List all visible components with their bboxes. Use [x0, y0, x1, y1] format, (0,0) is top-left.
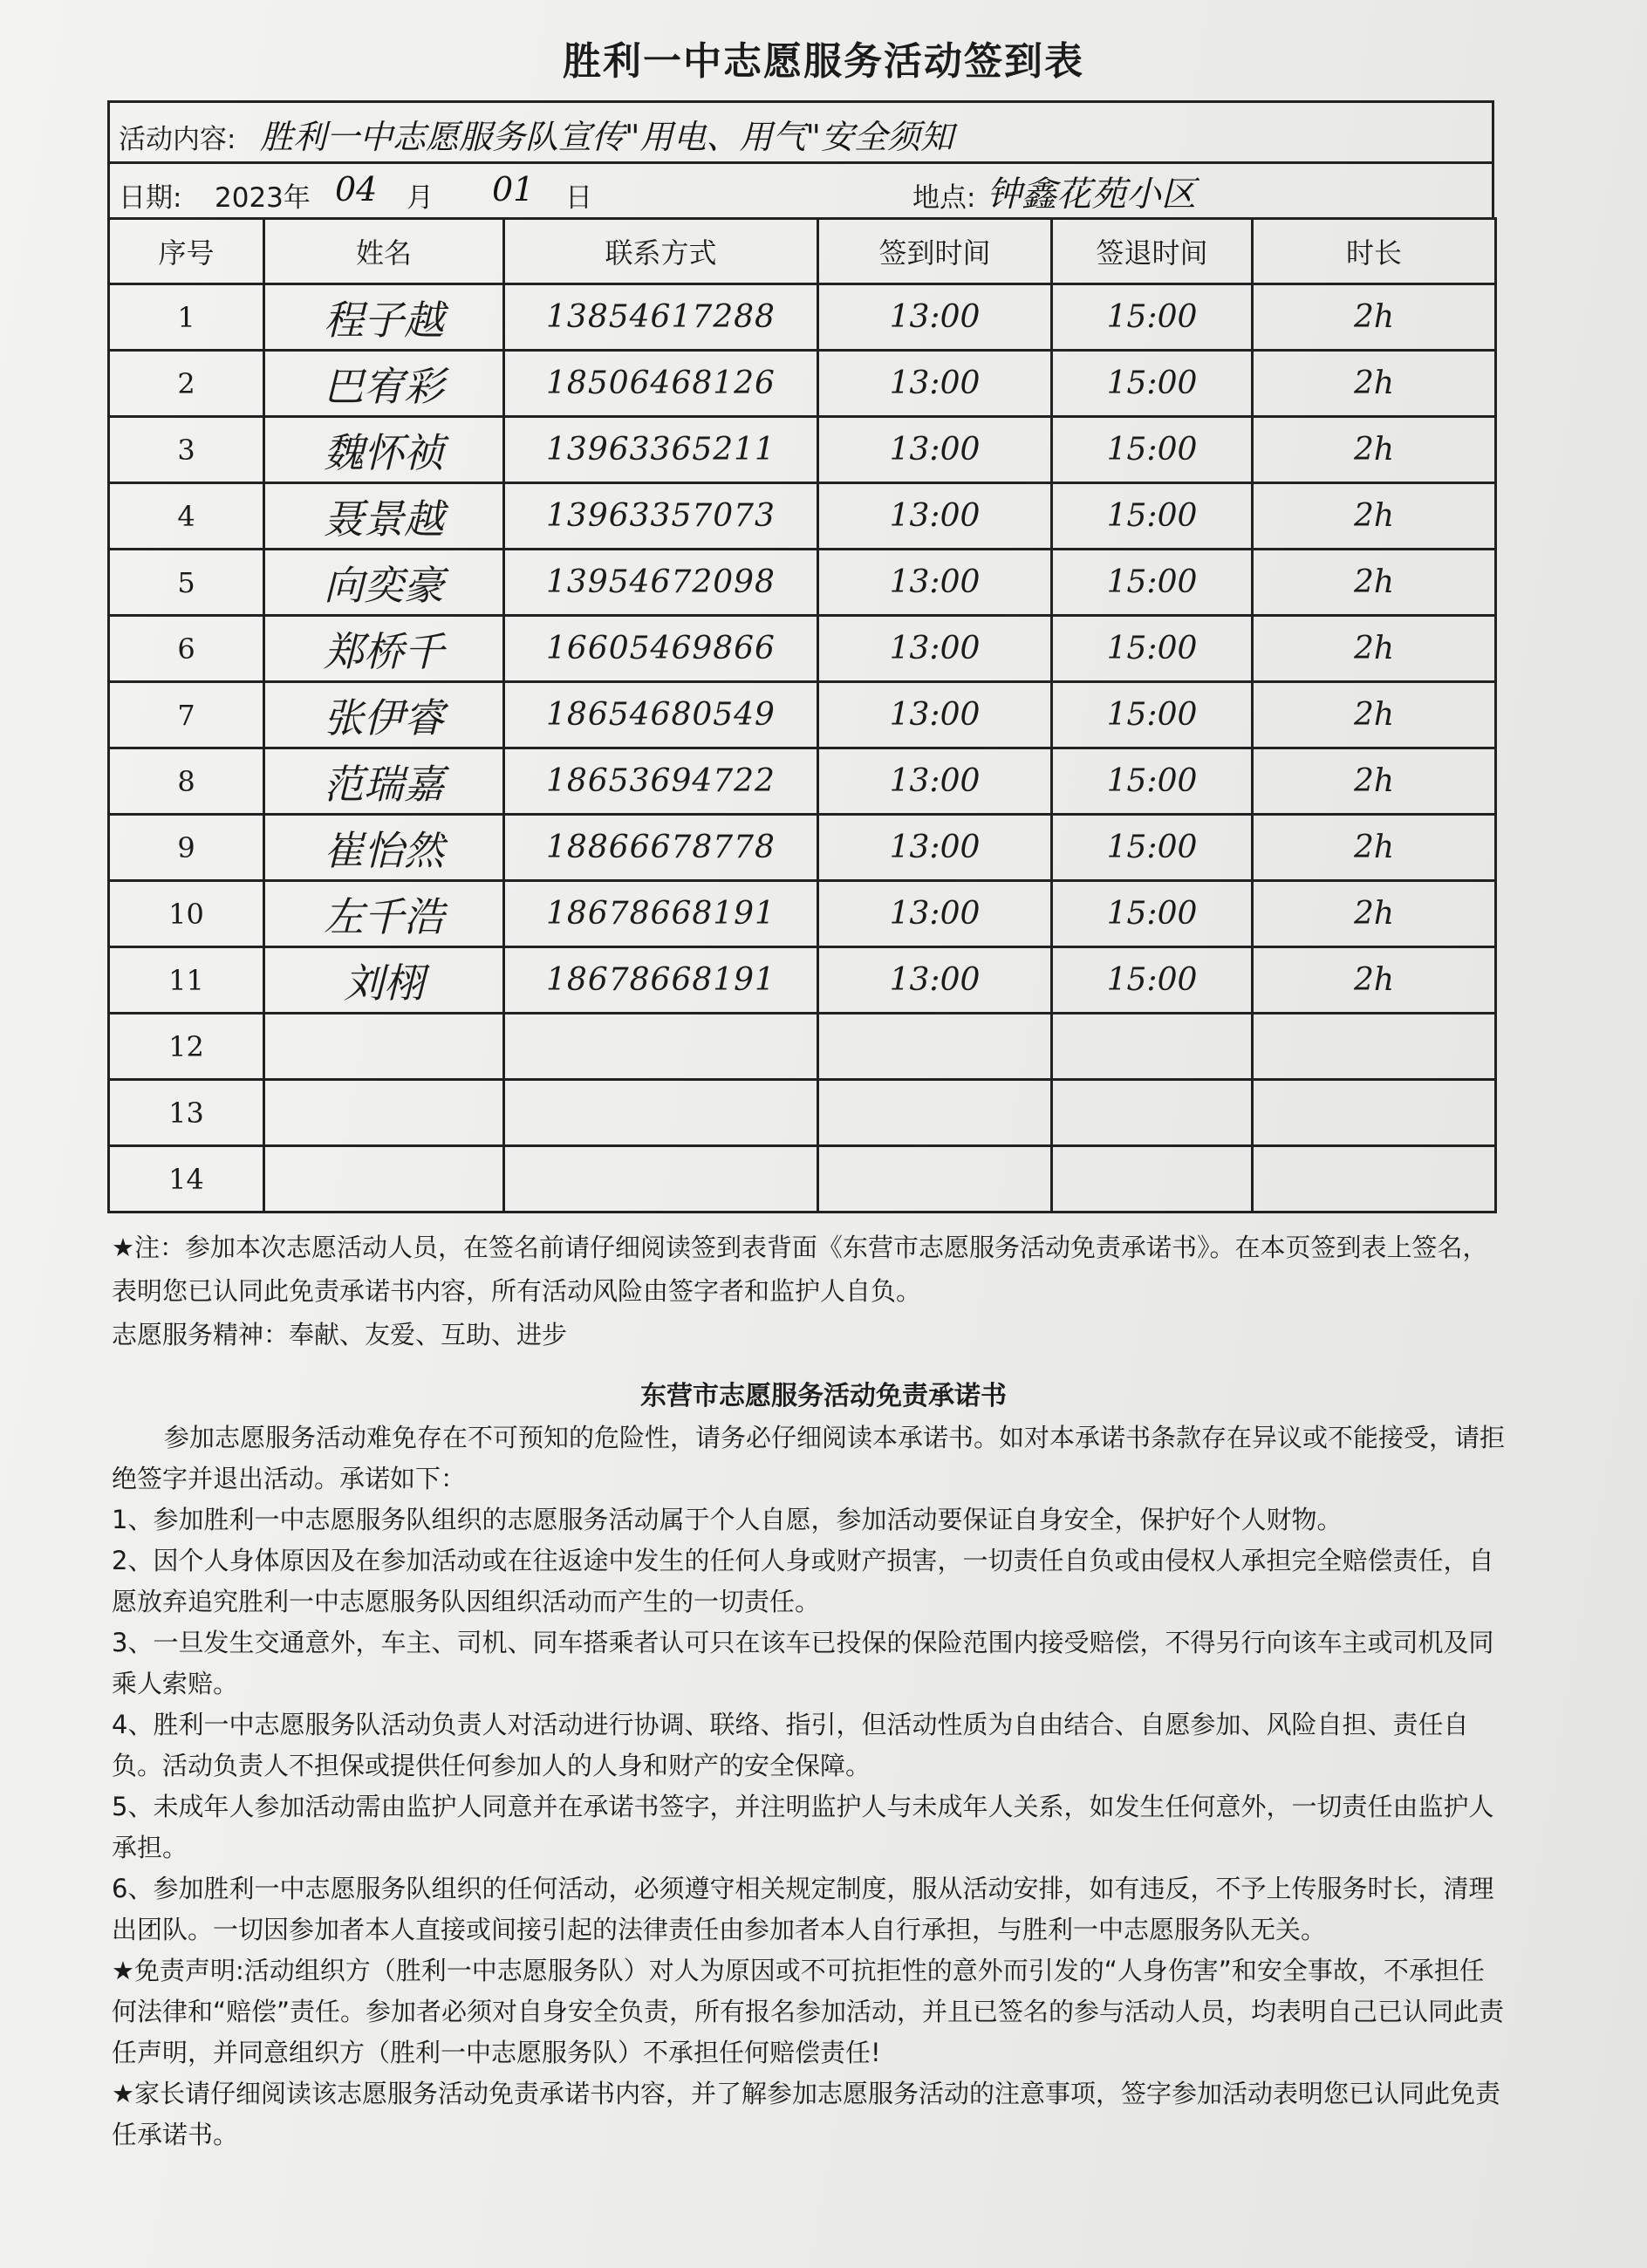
cell-sign-out-time: 15:00 — [1052, 815, 1253, 881]
cell-duration: 2h — [1253, 947, 1496, 1014]
commitment-title: 东营市志愿服务活动免责承诺书 — [640, 1381, 1007, 1411]
cell-sign-out-time — [1052, 1014, 1253, 1080]
cell-phone — [504, 1014, 818, 1080]
cell-name: 崔怡然 — [264, 815, 504, 881]
commitment-item: 4、胜利一中志愿服务队活动负责人对活动进行协调、联络、指引，但活动性质为自由结合、自愿参加、风险自担、责任自负。活动负责人不担保或提供任何参加人的人身和财产的安全保障。 — [112, 1710, 1469, 1780]
table-row — [109, 1014, 1496, 1080]
date-year: 2023年 — [215, 182, 311, 214]
cell-sign-out-time: 15:00 — [1052, 351, 1253, 417]
cell-name — [264, 1080, 504, 1146]
date-month: 04 — [335, 170, 378, 208]
cell-name: 范瑞嘉 — [264, 748, 504, 815]
cell-sign-out-time: 15:00 — [1052, 881, 1253, 947]
cell-phone: 18506468126 — [504, 351, 818, 417]
table-row — [109, 748, 1496, 815]
date-location-row — [110, 161, 1492, 220]
cell-phone: 16605469866 — [504, 616, 818, 682]
cell-sign-out-time: 15:00 — [1052, 947, 1253, 1014]
cell-no: 3 — [109, 417, 264, 483]
parent-notice: ★家长请仔细阅读该志愿服务活动免责承诺书内容，并了解参加志愿服务活动的注意事项，签字参加活动表明您已认同此免责任承诺书。 — [112, 2079, 1501, 2149]
commitment-item: 6、参加胜利一中志愿服务队组织的任何活动，必须遵守相关规定制度，服从活动安排，如有违反，不予上传服务时长，清理出团队。一切因参加者本人直接或间接引起的法律责任由参加者本人自行承担，与胜利一中志愿服务队无关。 — [112, 1874, 1494, 1944]
commitment-item: 3、一旦发生交通意外，车主、司机、同车搭乘者认可只在该车已投保的保险范围内接受赔偿，不得另行向该车主或司机及同乘人索赔。 — [112, 1628, 1494, 1698]
cell-no: 7 — [109, 682, 264, 748]
cell-duration: 2h — [1253, 815, 1496, 881]
cell-sign-in-time — [818, 1146, 1052, 1213]
cell-sign-in-time: 13:00 — [818, 284, 1052, 351]
table-row — [109, 417, 1496, 483]
cell-no: 1 — [109, 284, 264, 351]
notes-section — [112, 1226, 1507, 1356]
cell-phone: 13963365211 — [504, 417, 818, 483]
location-label: 地点: — [912, 182, 976, 214]
activity-content-row — [110, 103, 1492, 164]
cell-phone: 13963357073 — [504, 483, 818, 550]
sign-in-table — [107, 217, 1497, 1213]
volunteer-spirit: 志愿服务精神：奉献、友爱、互助、进步 — [112, 1320, 568, 1349]
cell-sign-in-time: 13:00 — [818, 351, 1052, 417]
header-cell-no: 序号 — [109, 219, 264, 284]
cell-duration: 2h — [1253, 748, 1496, 815]
cell-sign-in-time — [818, 1014, 1052, 1080]
commitment-intro: 参加志愿服务活动难免存在不可预知的危险性，请务必仔细阅读本承诺书。如对本承诺书条款存在异议或不能接受，请拒绝签字并退出活动。承诺如下： — [112, 1423, 1506, 1493]
commitment-item: 1、参加胜利一中志愿服务队组织的志愿服务活动属于个人自愿，参加活动要保证自身安全，保护好个人财物。 — [112, 1505, 1343, 1534]
cell-duration: 2h — [1253, 550, 1496, 616]
cell-duration: 2h — [1253, 351, 1496, 417]
cell-sign-in-time — [818, 1080, 1052, 1146]
table-row — [109, 1146, 1496, 1213]
cell-no: 13 — [109, 1080, 264, 1146]
table-row — [109, 616, 1496, 682]
cell-phone — [504, 1080, 818, 1146]
activity-info-box — [107, 100, 1494, 217]
table-row — [109, 351, 1496, 417]
cell-sign-out-time — [1052, 1146, 1253, 1213]
cell-phone: 18654680549 — [504, 682, 818, 748]
cell-sign-in-time: 13:00 — [818, 815, 1052, 881]
day-label: 日 — [565, 182, 592, 214]
cell-no: 2 — [109, 351, 264, 417]
cell-name: 郑桥千 — [264, 616, 504, 682]
cell-phone: 18678668191 — [504, 881, 818, 947]
cell-sign-out-time — [1052, 1080, 1253, 1146]
table-row — [109, 483, 1496, 550]
cell-duration: 2h — [1253, 881, 1496, 947]
table-row — [109, 682, 1496, 748]
cell-no: 4 — [109, 483, 264, 550]
cell-sign-in-time: 13:00 — [818, 748, 1052, 815]
page-title: 胜利一中志愿服务活动签到表 — [563, 39, 1084, 84]
cell-no: 12 — [109, 1014, 264, 1080]
cell-phone: 13854617288 — [504, 284, 818, 351]
cell-duration: 2h — [1253, 417, 1496, 483]
cell-phone: 13954672098 — [504, 550, 818, 616]
cell-duration — [1253, 1080, 1496, 1146]
cell-sign-in-time: 13:00 — [818, 881, 1052, 947]
header-cell-contact: 联系方式 — [504, 219, 818, 284]
activity-content-value: 胜利一中志愿服务队宣传"用电、用气"安全须知 — [260, 118, 953, 156]
cell-no: 6 — [109, 616, 264, 682]
cell-name: 巴宥彩 — [264, 351, 504, 417]
table-row — [109, 284, 1496, 351]
sign-note: ★注：参加本次志愿活动人员，在签名前请仔细阅读签到表背面《东营市志愿服务活动免责承诺书》。在本页签到表上签名，表明您已认同此免责承诺书内容，所有活动风险由签字者和监护人自负。 — [112, 1233, 1488, 1306]
cell-no: 5 — [109, 550, 264, 616]
header-cell-sign-out-time: 签退时间 — [1052, 219, 1253, 284]
cell-no: 14 — [109, 1146, 264, 1213]
table-row — [109, 881, 1496, 947]
table-header-row — [109, 219, 1496, 284]
location-value: 钟鑫花苑小区 — [987, 174, 1196, 215]
header-cell-sign-in-time: 签到时间 — [818, 219, 1052, 284]
cell-no: 10 — [109, 881, 264, 947]
cell-name: 聂景越 — [264, 483, 504, 550]
cell-sign-out-time: 15:00 — [1052, 616, 1253, 682]
cell-phone: 18653694722 — [504, 748, 818, 815]
cell-name: 左千浩 — [264, 881, 504, 947]
cell-sign-in-time: 13:00 — [818, 417, 1052, 483]
cell-sign-out-time: 15:00 — [1052, 550, 1253, 616]
cell-sign-out-time: 15:00 — [1052, 682, 1253, 748]
cell-name: 魏怀祯 — [264, 417, 504, 483]
cell-sign-in-time: 13:00 — [818, 947, 1052, 1014]
table-row — [109, 947, 1496, 1014]
cell-phone: 18866678778 — [504, 815, 818, 881]
commitment-body — [112, 1418, 1507, 2155]
cell-sign-in-time: 13:00 — [818, 483, 1052, 550]
table-row — [109, 815, 1496, 881]
cell-name — [264, 1014, 504, 1080]
date-label: 日期: — [119, 182, 182, 214]
cell-duration: 2h — [1253, 682, 1496, 748]
cell-sign-out-time: 15:00 — [1052, 284, 1253, 351]
cell-phone: 18678668191 — [504, 947, 818, 1014]
cell-name: 向奕豪 — [264, 550, 504, 616]
cell-sign-in-time: 13:00 — [818, 682, 1052, 748]
cell-name: 刘栩 — [264, 947, 504, 1014]
header-cell-name: 姓名 — [264, 219, 504, 284]
table-row — [109, 1080, 1496, 1146]
cell-no: 11 — [109, 947, 264, 1014]
cell-sign-in-time: 13:00 — [818, 616, 1052, 682]
disclaimer: ★免责声明:活动组织方（胜利一中志愿服务队）对人为原因或不可抗拒性的意外而引发的“人身伤害”和安全事故，不承担任何法律和“赔偿”责任。参加者必须对自身安全负责，所有报名参加活动，并且已签名的参与活动人员，均表明自己已认同此责任声明，并同意组织方（胜利一中志愿服务队）不承担任何赔偿责任! — [112, 1956, 1505, 2067]
cell-sign-out-time: 15:00 — [1052, 417, 1253, 483]
cell-name: 程子越 — [264, 284, 504, 351]
table-row — [109, 550, 1496, 616]
cell-no: 9 — [109, 815, 264, 881]
cell-duration: 2h — [1253, 483, 1496, 550]
cell-duration: 2h — [1253, 284, 1496, 351]
cell-no: 8 — [109, 748, 264, 815]
cell-duration — [1253, 1146, 1496, 1213]
cell-name — [264, 1146, 504, 1213]
cell-duration: 2h — [1253, 616, 1496, 682]
cell-name: 张伊睿 — [264, 682, 504, 748]
commitment-item: 2、因个人身体原因及在参加活动或在往返途中发生的任何人身或财产损害，一切责任自负或由侵权人承担完全赔偿责任，自愿放弃追究胜利一中志愿服务队因组织活动而产生的一切责任。 — [112, 1546, 1494, 1616]
cell-sign-in-time: 13:00 — [818, 550, 1052, 616]
cell-sign-out-time: 15:00 — [1052, 748, 1253, 815]
activity-content-label: 活动内容: — [119, 124, 236, 155]
header-cell-duration: 时长 — [1253, 219, 1496, 284]
cell-duration — [1253, 1014, 1496, 1080]
cell-phone — [504, 1146, 818, 1213]
date-day: 01 — [492, 170, 535, 208]
month-label: 月 — [407, 182, 434, 214]
cell-sign-out-time: 15:00 — [1052, 483, 1253, 550]
commitment-item: 5、未成年人参加活动需由监护人同意并在承诺书签字，并注明监护人与未成年人关系，如发生任何意外，一切责任由监护人承担。 — [112, 1792, 1494, 1862]
